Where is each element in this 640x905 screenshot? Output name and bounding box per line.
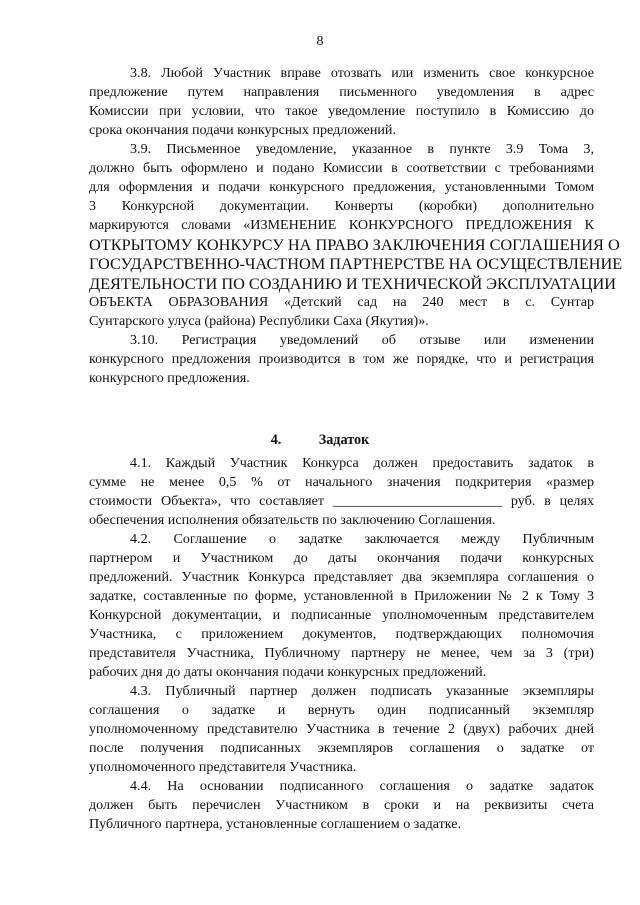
text-line: обеспечения исполнения обязательств по заключению Соглашения. [89,512,496,528]
text-line: предложение путем направления письменного уведомления в адрес [89,84,594,100]
text-line: Сунтарского улуса (района) Республики Саха (Якутия)». [89,313,429,330]
section-number: 4. [270,432,282,448]
text-line: представителя Участника, Публичному партнеру не менее, чем за 3 (три) [89,645,594,661]
text-line: соглашения о задатке и вернуть один подписанный экземпляр [89,702,594,718]
text-line: ОТКРЫТОМУ КОНКУРСУ НА ПРАВО ЗАКЛЮЧЕНИЯ СОГЛАШЕНИЯ О [89,235,620,254]
section-heading [0,432,640,449]
text-line: ДЕЯТЕЛЬНОСТИ ПО СОЗДАНИЮ И ТЕХНИЧЕСКОЙ ЭКСПЛУАТАЦИИ [89,273,617,293]
text-line: рабочих дня до даты окончания подачи конкурсных предложений. [89,664,487,680]
text-line: партнером и Участником до даты окончания подачи конкурсных [89,550,594,566]
text-line: 3 Конкурсной документации. Конверты (коробки) дополнительно [89,198,594,214]
text-line: маркируются словами «ИЗМЕНЕНИЕ КОНКУРСНОГО ПРЕДЛОЖЕНИЯ К [89,217,594,233]
text-line: Публичного партнера, установленные соглашением о задатке. [89,816,462,832]
section-title: Задаток [318,432,370,448]
text-line: должно быть оформлено и подано Комиссии в соответствии с требованиями [89,160,594,176]
page-number: 8 [316,34,324,49]
text-line: 3.8. Любой Участник вправе отозвать или изменить свое конкурсное [130,65,594,81]
text-line: сумме не менее 0,5 % от начального значения подкритерия «размер [89,474,594,490]
text-line: ОБЪЕКТА ОБРАЗОВАНИЯ «Детский сад на 240 мест в с. Сунтар [89,294,594,311]
text-line: конкурсного предложения. [89,370,250,387]
text-line: после получения подписанных экземпляров соглашения о задатке от [89,740,594,756]
text-line: для оформления и подачи конкурсного предложения, установленными Томом [89,179,594,195]
text-line: 3.10. Регистрация уведомлений об отзыве или изменении [130,332,594,349]
text-line: уполномоченному представителю Участника в течение 2 (двух) рабочих дней [89,721,594,737]
text-line: срока окончания подачи конкурсных предложений. [89,122,396,138]
text-line: предложений. Участник Конкурса представляет два экземпляра соглашения о [89,569,594,585]
text-line: 4.1. Каждый Участник Конкурса должен предоставить задаток в [130,455,594,471]
text-line: конкурсного предложения производится в том же порядке, что и регистрация [89,351,594,368]
text-line: должен быть перечислен Участником в сроки и на реквизиты счета [89,797,594,813]
text-line: Комиссии при условии, что такое уведомление поступило в Комиссию до [89,103,594,119]
text-line: Конкурсной документации, и подписанные уполномоченным представителем [89,607,594,623]
text-line: 4.2. Соглашение о задатке заключается между Публичным [130,531,594,547]
text-line: 3.9. Письменное уведомление, указанное в пункте 3.9 Тома 3, [130,141,594,157]
text-line: стоимости Объекта», что составляет ________________________ руб. в целях [89,493,594,509]
text-line: 4.3. Публичный партнер должен подписать указанные экземпляры [130,683,594,699]
text-line: ГОСУДАРСТВЕННО-ЧАСТНОМ ПАРТНЕРСТВЕ НА ОСУЩЕСТВЛЕНИЕ [89,254,623,274]
text-line: уполномоченного представителя Участника. [89,759,357,775]
text-line: задатке, составленные по форме, установленной в Приложении № 2 к Тому 3 [89,588,594,604]
paragraphs-4-1-to-4-4 [89,454,594,834]
text-line: Участника, с приложением документов, подтверждающих полномочия [89,626,594,642]
paragraphs-3-8-to-3-10 [89,64,623,388]
text-line: 4.4. На основании подписанного соглашения о задатке задаток [130,778,594,794]
